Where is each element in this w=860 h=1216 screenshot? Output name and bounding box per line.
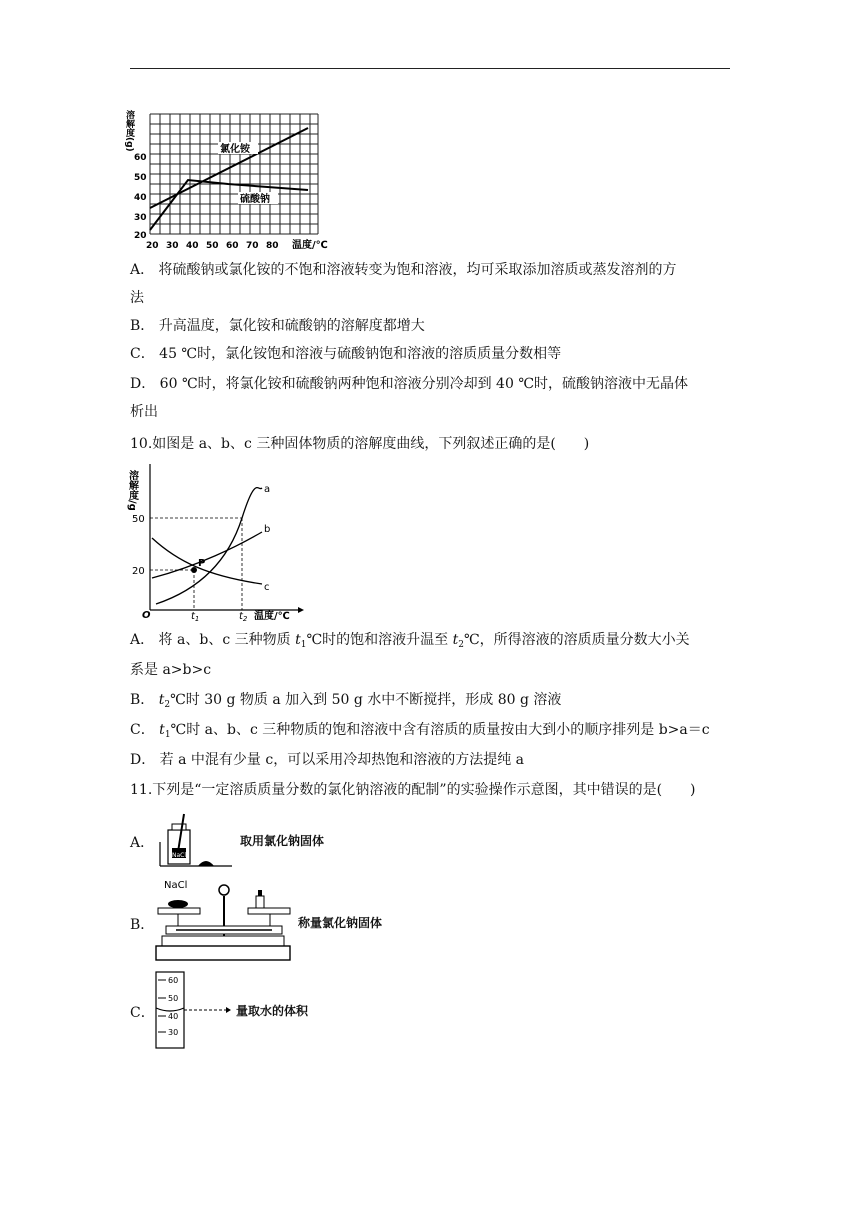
q9-ytick: 60 (134, 153, 147, 163)
q11-option-c-caption: 量取水的体积 (236, 1004, 309, 1018)
q11-option-a-caption: 取用氯化钠固体 (240, 834, 325, 848)
q9-xtick: 60 (226, 241, 239, 251)
q9-ytick: 50 (134, 173, 147, 183)
curve-a (156, 488, 262, 604)
q10-t1: $t_1$ (191, 611, 200, 623)
q9-option-d-line2: 析出 (130, 404, 158, 420)
sodium-sulfate-curve (150, 180, 308, 230)
q10-y-20: 20 (132, 566, 145, 577)
q9-option-c: C． 45 ℃时，氯化铵饱和溶液与硫酸钠饱和溶液的溶质质量分数相等 (130, 346, 562, 362)
q10-option-b: B． $t_2℃$时 30 g 物质 a 加入到 50 g 水中不断搅拌，形成 80 g 溶液 (130, 692, 562, 710)
q10-t2: $t_2$ (239, 611, 248, 623)
q9-ytick: 20 (134, 231, 147, 241)
q9-xlabel: 温度/℃ (292, 240, 328, 251)
q9-option-d-line1: D． 60 ℃时，将氯化铵和硫酸钠两种饱和溶液分别冷却到 40 ℃时，硫酸钠溶液中无晶体 (130, 376, 688, 392)
q10-stem: 10.如图是 a、b、c 三种固体物质的溶解度曲线，下列叙述正确的是( ) (130, 436, 590, 452)
q11-a-bottle-label: NaCl (172, 852, 187, 859)
q10-ylabel: 溶解度/g (126, 470, 138, 511)
q11-c-scale-40: 40 (168, 1012, 179, 1021)
q10-curve-c-label: c (264, 582, 270, 593)
header-rule (130, 68, 730, 69)
q9-series-label-ammonium: 氯化铵 (220, 144, 250, 155)
q9-solubility-chart (124, 100, 338, 252)
q9-ytick: 40 (134, 193, 147, 203)
q9-ylabel: 溶解度(g) (124, 110, 134, 152)
q10-origin: O (142, 610, 151, 621)
q11-option-b-label: B． (130, 917, 155, 933)
q10-curve-a-label: a (264, 484, 271, 495)
q10-curve-b-label: b (264, 524, 271, 535)
q11-c-scale-50: 50 (168, 994, 179, 1003)
q9-xtick: 20 (146, 241, 159, 251)
q11-option-b-figure (152, 876, 292, 962)
q9-option-b: B． 升高温度，氯化铵和硫酸钠的溶解度都增大 (130, 318, 425, 334)
q11-option-a-figure (156, 812, 236, 868)
q9-xtick: 40 (186, 241, 199, 251)
q9-ytick: 30 (134, 213, 147, 223)
q11-option-c-label: C． (130, 1005, 155, 1021)
q11-stem: 11.下列是“一定溶质质量分数的氯化钠溶液的配制”的实验操作示意图，其中错误的是( ) (130, 782, 696, 798)
q9-series-label-sulfate: 硫酸钠 (240, 194, 270, 205)
point-p (191, 567, 197, 573)
q9-option-a-line2: 法 (130, 290, 144, 306)
q11-option-a-label: A． (130, 835, 155, 851)
q10-option-a-line1: A． 将 a、b、c 三种物质 $t_1℃$时的饱和溶液升温至 $t_2℃$，所得溶液的溶质质量分数大小关 (130, 632, 690, 650)
q9-xtick: 30 (166, 241, 179, 251)
q10-xlabel: 温度/℃ (254, 611, 290, 622)
q10-option-d: D． 若 a 中混有少量 c，可以采用冷却热饱和溶液的方法提纯 a (130, 752, 525, 768)
q9-xtick: 70 (246, 241, 259, 251)
q11-option-b-caption: 称量氯化钠固体 (298, 916, 383, 930)
q10-option-c: C． $t_1℃$时 a、b、c 三种物质的饱和溶液中含有溶质的质量按由大到小的顺序排列是 b>a＝c (130, 722, 710, 740)
q11-b-nacl-tag: NaCl (164, 880, 188, 891)
q11-c-scale-30: 30 (168, 1028, 179, 1037)
q10-point-label: P (198, 558, 206, 569)
q10-option-a-line2: 系是 a>b>c (130, 662, 212, 678)
ammonium-chloride-curve (150, 128, 308, 208)
curve-c (152, 538, 262, 584)
q9-xtick: 80 (266, 241, 279, 251)
q11-option-c-figure (152, 970, 232, 1050)
q9-xtick: 50 (206, 241, 219, 251)
q11-c-scale-60: 60 (168, 976, 179, 985)
q10-solubility-chart (128, 462, 308, 622)
q10-y-50: 50 (132, 514, 145, 525)
q9-option-a-line1: A． 将硫酸钠或氯化铵的不饱和溶液转变为饱和溶液，均可采取添加溶质或蒸发溶剂的方 (130, 262, 677, 278)
